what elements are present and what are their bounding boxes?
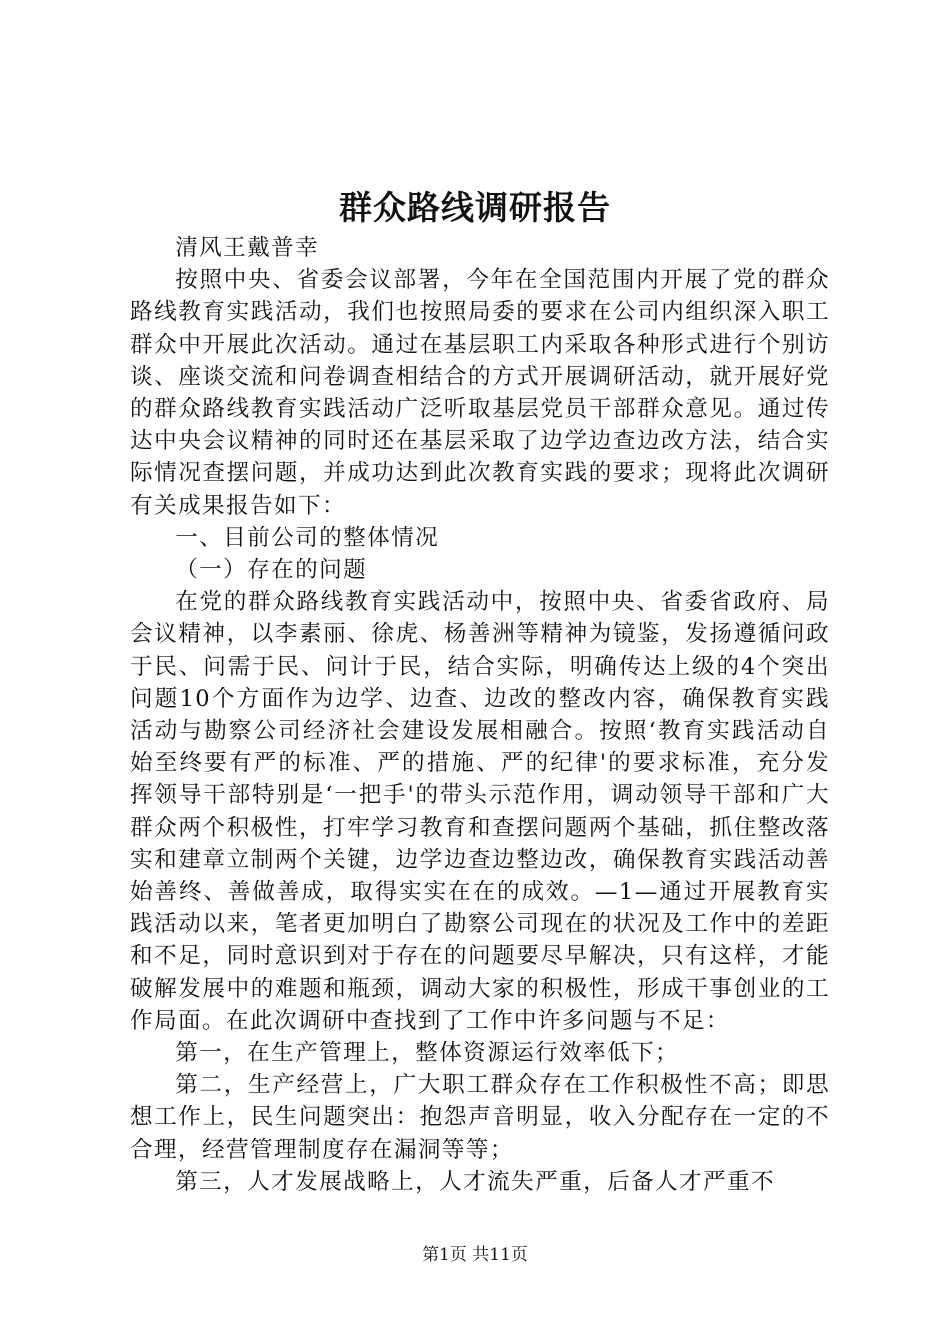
intro-paragraph: 按照中央、省委会议部署，今年在全国范围内开展了党的群众路线教育实践活动，我们也按照局委的要求在公司内组织深入职工群众中开展此次活动。通过在基层职工内采取各种形式进行个别访谈、座谈交流和问卷调查相结合的方式开展调研活动，就开展好党的群众路线教育实践活动广泛听取基层党员干部群众意见。通过传达中央会议精神的同时还在基层采取了边学边查边改方法，结合实际情况查摆问题，并成功达到此次教育实践的要求；现将此次调研有关成果报告如下： [130,267,830,519]
list-item-first: 第一，在生产管理上，整体资源运行效率低下； [175,1040,680,1067]
subsection-heading: （一）存在的问题 [175,557,368,584]
body-paragraph: 在党的群众路线教育实践活动中，按照中央、省委省政府、局会议精神，以李素丽、徐虎、杨善洲等精神为镜鉴，发扬遵循问政于民、问需于民、问计于民，结合实际，明确传达上级的4个突出问题10个方面作为边学、边查、边改的整改内容，确保教育实践活动与勘察公司经济社会建设发展相融合。按照‘教育实践活动自始至终要有严的标准、严的措施、严的纪律'的要求标准，充分发挥领导干部特别是‘一把手'的带头示范作用，调动领导干部和广大群众两个积极性，打牢学习教育和查摆问题两个基础，抓住整改落实和建章立制两个关键，边学边查边整边改，确保教育实践活动善始善终、善做善成，取得实实在在的成效。—1—通过开展教育实践活动以来，笔者更加明白了勘察公司现在的状况及工作中的差距和不足，同时意识到对于存在的问题要尽早解决，只有这样，才能破解发展中的难题和瓶颈，调动大家的积极性，形成干事创业的工作局面。在此次调研中查找到了工作中许多问题与不足： [130,589,830,1034]
section-heading: 一、目前公司的整体情况 [175,524,440,551]
document-title: 群众路线调研报告 [339,188,611,227]
list-item-second: 第二，生产经营上，广大职工群众存在工作积极性不高；即思想工作上，民生问题突出：抱怨声音明显，收入分配存在一定的不合理，经营管理制度存在漏洞等等； [130,1072,830,1163]
page-footer: 第1页 共11页 [422,1245,528,1265]
list-item-third: 第三，人才发展战略上，人才流失严重，后备人才严重不 [175,1168,776,1195]
document-body [130,232,830,1198]
author-line: 清风王戴普幸 [175,235,320,261]
